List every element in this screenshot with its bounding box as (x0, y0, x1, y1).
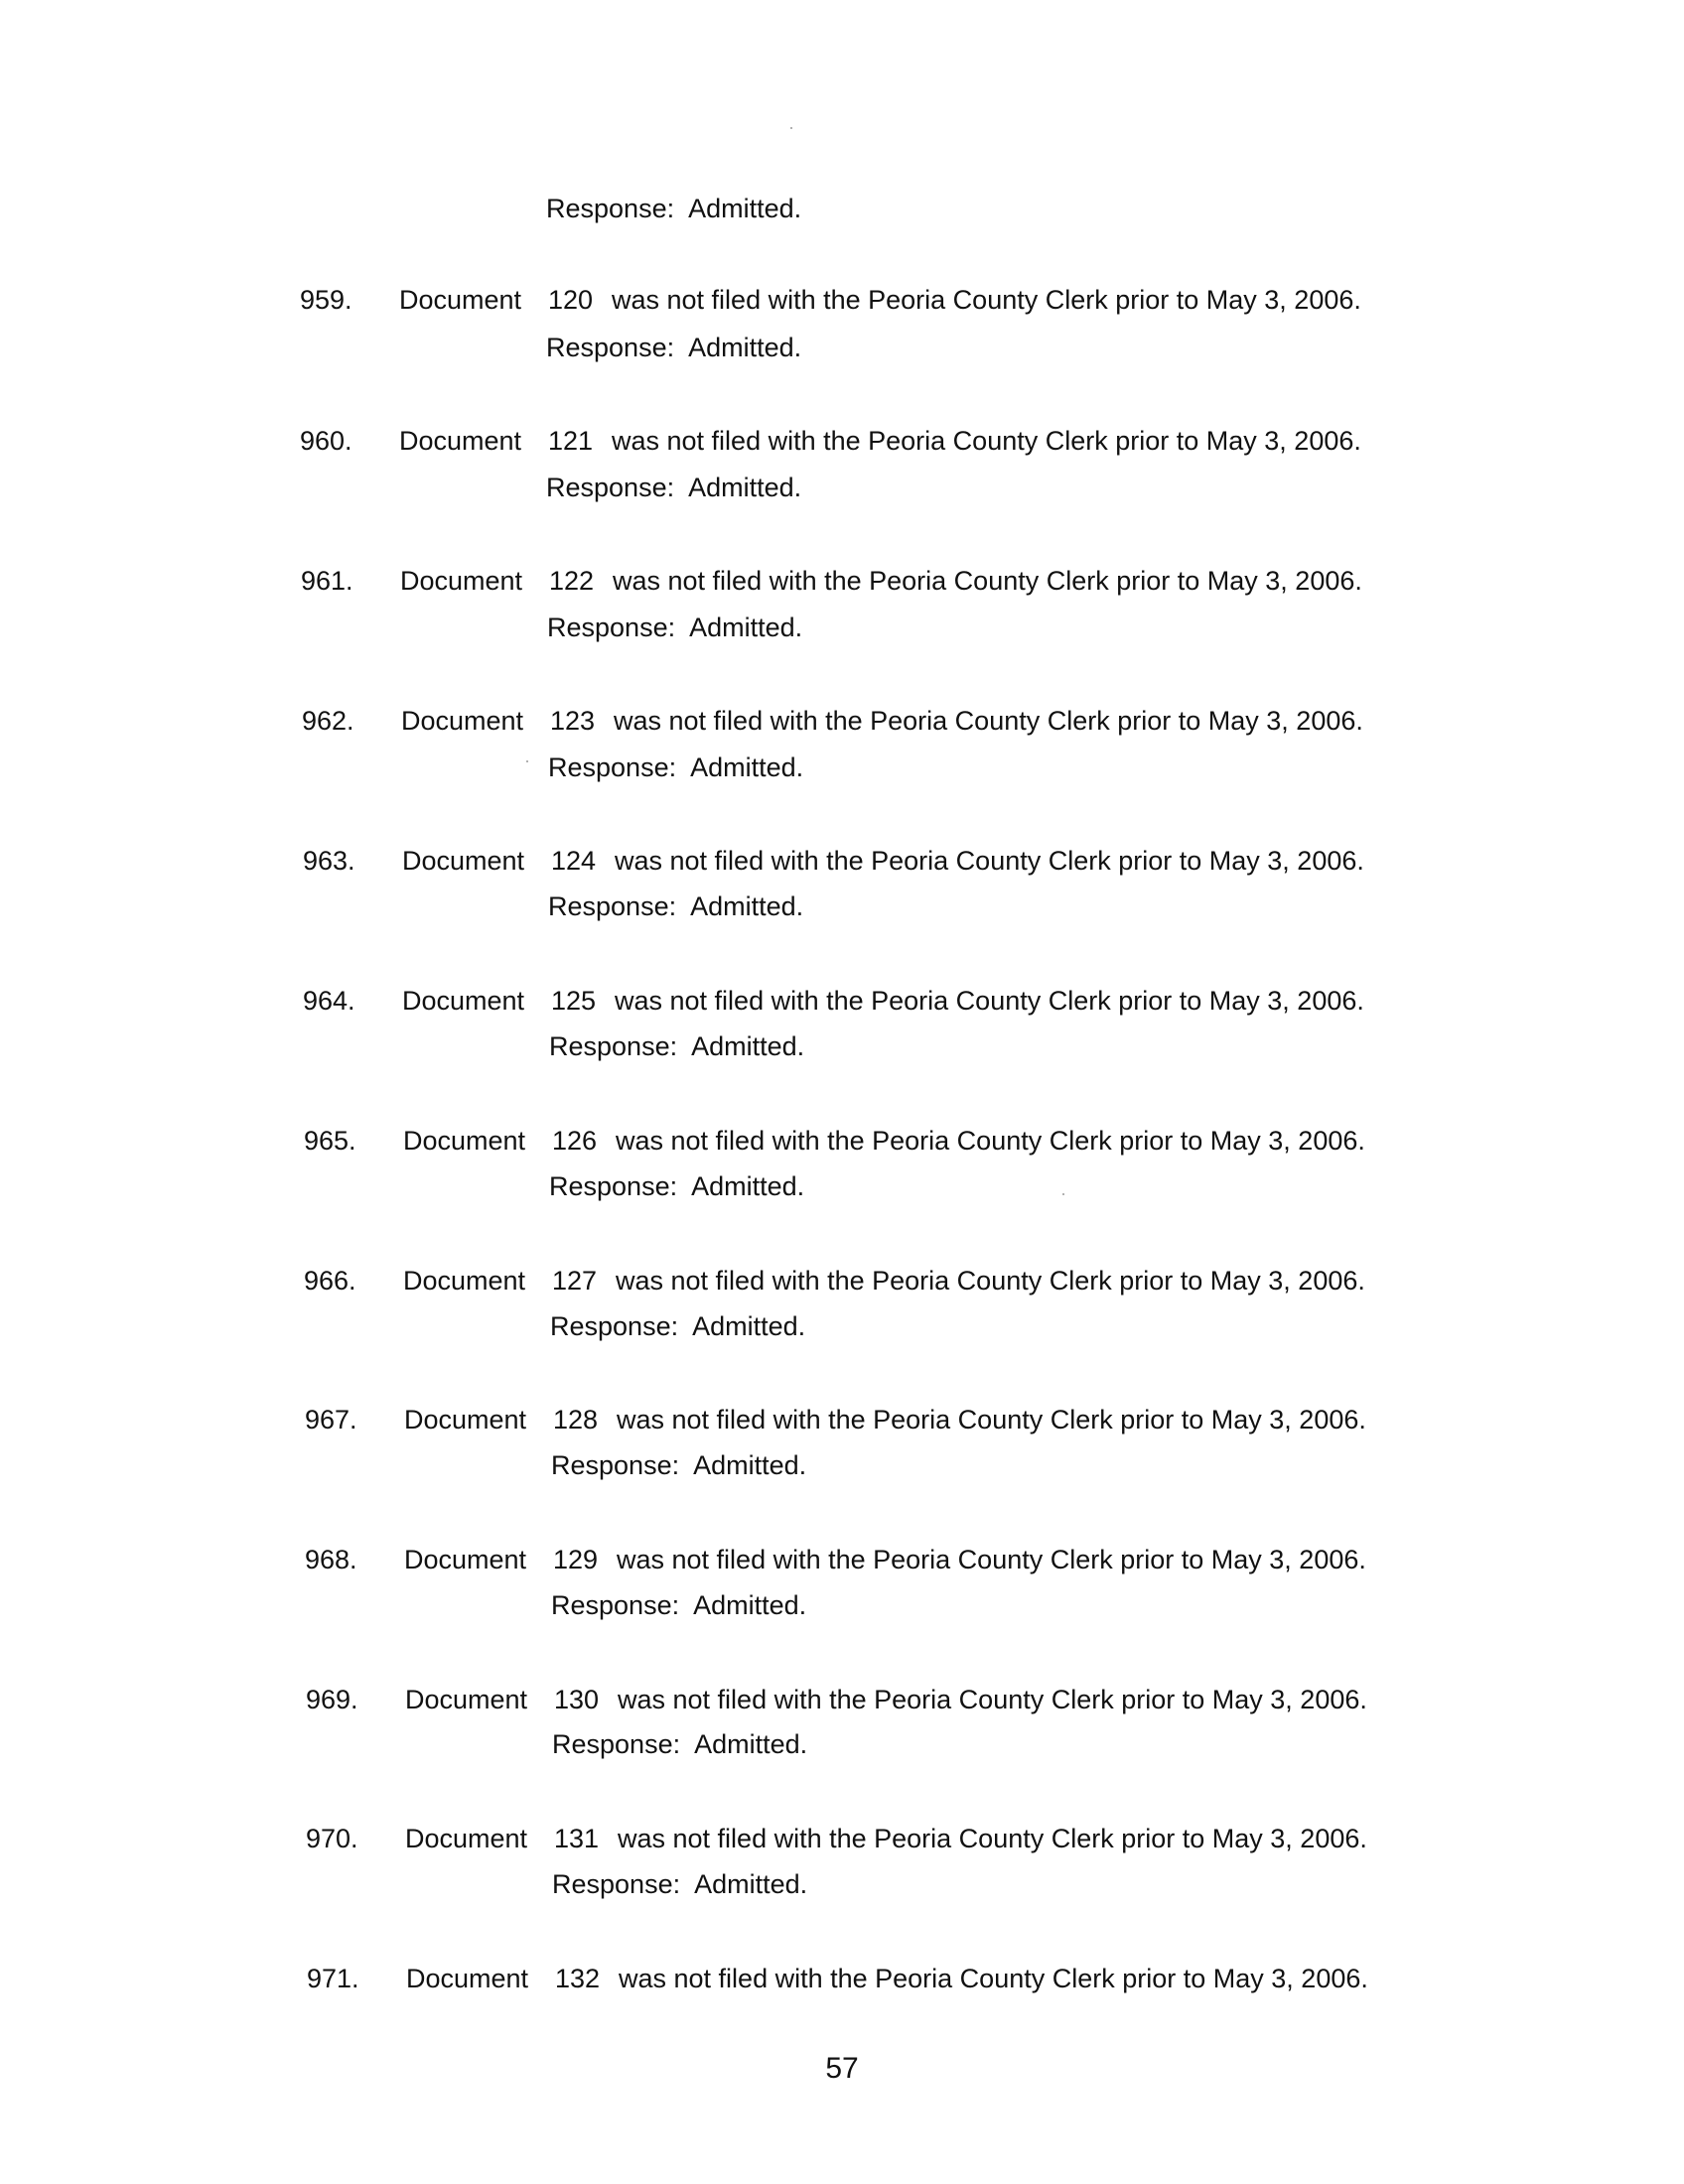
item-text: was not filed with the Peoria County Clerk prior to May 3, 2006. (617, 1405, 1366, 1434)
item-text: was not filed with the Peoria County Clerk prior to May 3, 2006. (615, 986, 1364, 1016)
item-text: was not filed with the Peoria County Clerk prior to May 3, 2006. (616, 1126, 1365, 1156)
item-number: 961. (301, 566, 353, 596)
document-label: Document (400, 566, 523, 596)
list-item (307, 1963, 1419, 1994)
response-label: Response: (546, 473, 675, 502)
item-response (552, 1728, 807, 1760)
document-number: 129 (553, 1545, 599, 1574)
response-value: Admitted. (691, 1171, 805, 1201)
document-number: 127 (552, 1266, 598, 1296)
item-response (546, 332, 801, 363)
item-number: 968. (305, 1545, 357, 1574)
document-number: 124 (551, 846, 597, 876)
document-label: Document (399, 426, 522, 456)
response-value: Admitted. (688, 194, 802, 223)
item-text: was not filed with the Peoria County Clerk prior to May 3, 2006. (618, 1685, 1367, 1714)
item-response (548, 751, 803, 783)
scan-speck (790, 127, 792, 129)
response-value: Admitted. (690, 752, 804, 782)
response-label: Response: (552, 1869, 681, 1899)
response-value: Admitted. (689, 613, 803, 642)
response-label: Response: (547, 613, 676, 642)
item-response (546, 472, 801, 503)
response-value: Admitted. (688, 333, 802, 362)
item-text: was not filed with the Peoria County Clerk prior to May 3, 2006. (615, 846, 1364, 876)
response-value: Admitted. (688, 473, 802, 502)
document-label: Document (402, 846, 525, 876)
page-number: 57 (825, 2052, 859, 2085)
document-number: 122 (549, 566, 595, 596)
list-item (305, 1544, 1417, 1575)
document-label: Document (401, 706, 524, 736)
item-response (552, 1868, 807, 1900)
response-label: Response: (551, 1450, 680, 1480)
response-value: Admitted. (694, 1869, 808, 1899)
response-label: Response: (549, 1031, 678, 1061)
document-number: 130 (554, 1685, 600, 1714)
document-label: Document (406, 1964, 529, 1993)
document-number: 131 (554, 1824, 600, 1853)
document-number: 128 (553, 1405, 599, 1434)
list-item (300, 425, 1412, 457)
document-label: Document (402, 986, 525, 1016)
item-response (549, 1030, 804, 1062)
item-number: 964. (303, 986, 355, 1016)
list-item (302, 705, 1414, 737)
document-label: Document (404, 1405, 527, 1434)
item-text: was not filed with the Peoria County Clerk prior to May 3, 2006. (614, 706, 1363, 736)
item-number: 970. (306, 1824, 358, 1853)
list-item (303, 845, 1415, 877)
response-label: Response: (552, 1729, 681, 1759)
document-label: Document (403, 1266, 526, 1296)
document-number: 123 (550, 706, 596, 736)
item-response (551, 1449, 806, 1481)
item-number: 966. (304, 1266, 356, 1296)
response-value: Admitted. (694, 1729, 808, 1759)
document-number: 125 (551, 986, 597, 1016)
scan-speck (1062, 1193, 1064, 1195)
document-label: Document (405, 1824, 528, 1853)
list-item (306, 1684, 1418, 1715)
response-value: Admitted. (693, 1450, 807, 1480)
list-item (305, 1404, 1417, 1435)
item-text: was not filed with the Peoria County Clerk prior to May 3, 2006. (619, 1964, 1368, 1993)
response-value: Admitted. (692, 1311, 806, 1341)
item-response (549, 1170, 804, 1202)
list-item (301, 565, 1413, 597)
response-value: Admitted. (693, 1590, 807, 1620)
response-label: Response: (550, 1311, 679, 1341)
item-text: was not filed with the Peoria County Clerk prior to May 3, 2006. (613, 566, 1362, 596)
response-value: Admitted. (691, 1031, 805, 1061)
scan-speck (526, 760, 528, 762)
list-item (304, 1125, 1416, 1157)
document-number: 120 (548, 285, 594, 315)
response-label: Response: (551, 1590, 680, 1620)
item-response (551, 1589, 806, 1621)
list-item (304, 1265, 1416, 1297)
response-label: Response: (546, 194, 675, 223)
document-label: Document (405, 1685, 528, 1714)
item-number: 969. (306, 1685, 358, 1714)
document-label: Document (404, 1545, 527, 1574)
item-response (547, 612, 802, 643)
document-number: 126 (552, 1126, 598, 1156)
item-number: 971. (307, 1964, 359, 1993)
item-number: 963. (303, 846, 355, 876)
response-label: Response: (549, 1171, 678, 1201)
item-text: was not filed with the Peoria County Clerk prior to May 3, 2006. (616, 1266, 1365, 1296)
item-number: 960. (300, 426, 352, 456)
response-label: Response: (546, 333, 675, 362)
item-number: 965. (304, 1126, 356, 1156)
item-number: 962. (302, 706, 354, 736)
response-label: Response: (548, 891, 677, 921)
response-value: Admitted. (690, 891, 804, 921)
item-number: 959. (300, 285, 352, 315)
item-number: 967. (305, 1405, 357, 1434)
document-label: Document (403, 1126, 526, 1156)
response-label: Response: (548, 752, 677, 782)
top-response (546, 193, 801, 224)
item-text: was not filed with the Peoria County Clerk prior to May 3, 2006. (612, 426, 1361, 456)
item-text: was not filed with the Peoria County Clerk prior to May 3, 2006. (618, 1824, 1367, 1853)
document-number: 121 (548, 426, 594, 456)
item-response (550, 1310, 805, 1342)
list-item (303, 985, 1415, 1017)
list-item (300, 284, 1412, 316)
item-text: was not filed with the Peoria County Clerk prior to May 3, 2006. (617, 1545, 1366, 1574)
item-response (548, 890, 803, 922)
list-item (306, 1823, 1418, 1854)
item-text: was not filed with the Peoria County Clerk prior to May 3, 2006. (612, 285, 1361, 315)
document-number: 132 (555, 1964, 601, 1993)
document-label: Document (399, 285, 522, 315)
